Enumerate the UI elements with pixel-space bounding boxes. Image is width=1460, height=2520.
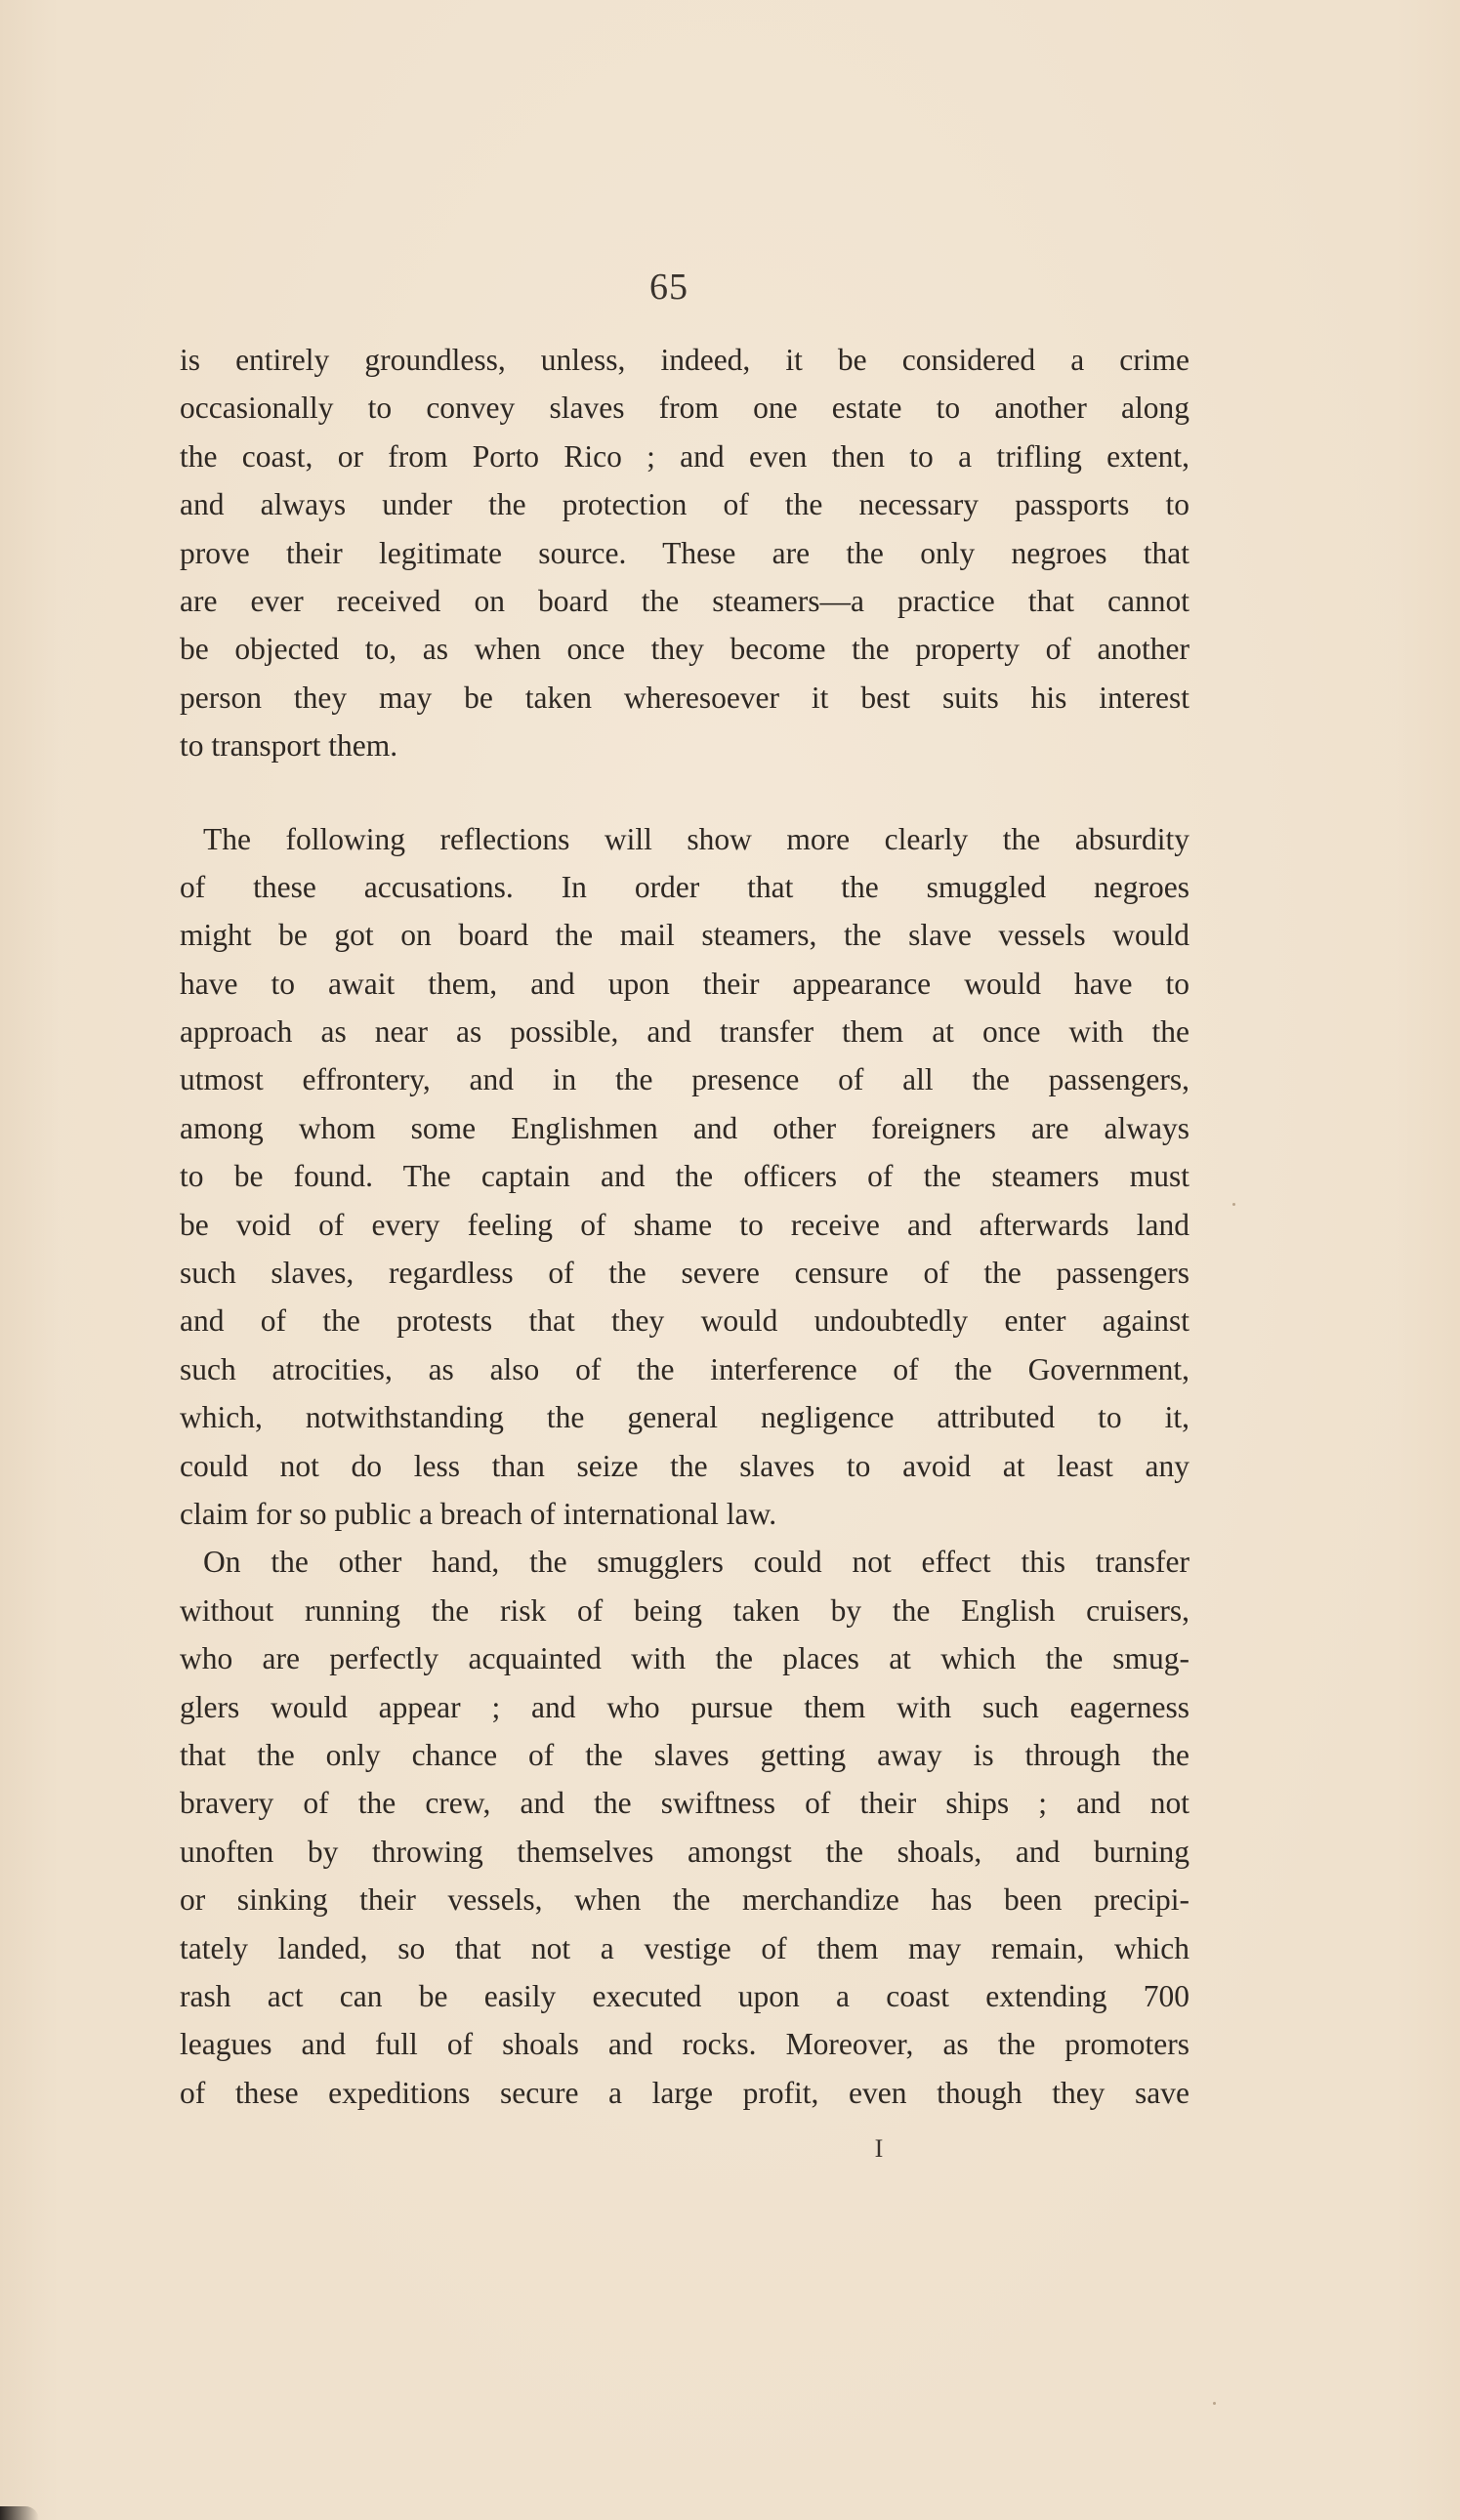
text-line: approach as near as possible, and transfer them at once with the — [180, 1014, 1189, 1050]
text-line: claim for so public a breach of international law. — [180, 1496, 777, 1531]
text-line: who are perfectly acquainted with the places at which the smug- — [180, 1641, 1189, 1676]
text-line: glers would appear ; and who pursue them with such eagerness — [180, 1689, 1189, 1724]
text-line: or sinking their vessels, when the merchandize has been precipi- — [180, 1882, 1189, 1918]
text-line: occasionally to convey slaves from one estate to another along — [180, 391, 1189, 426]
paragraph-2 — [180, 815, 1189, 1539]
text-line: to be found. The captain and the officers of the steamers must — [180, 1159, 1189, 1194]
text-line: prove their legitimate source. These are the only negroes that — [180, 535, 1189, 570]
text-line: could not do less than seize the slaves to avoid at least any — [180, 1448, 1189, 1483]
text-line: and of the protests that they would undoubtedly enter against — [180, 1303, 1189, 1339]
text-line: the coast, or from Porto Rico ; and even then to a trifling extent, — [180, 438, 1189, 474]
text-line: unoften by throwing themselves amongst the shoals, and burning — [180, 1834, 1189, 1869]
text-line: tately landed, so that not a vestige of them may remain, which — [180, 1930, 1189, 1965]
text-line: utmost effrontery, and in the presence of all the passengers, — [180, 1062, 1189, 1097]
text-line: person they may be taken wheresoever it best suits his interest — [180, 680, 1189, 715]
paragraph-3 — [180, 1538, 1189, 2117]
text-line: of these expeditions secure a large profit, even though they save — [180, 2075, 1189, 2110]
text-line: bravery of the crew, and the swiftness of their ships ; and not — [180, 1786, 1189, 1821]
text-line: which, notwithstanding the general negligence attributed to it, — [180, 1400, 1189, 1435]
text-line: rash act can be easily executed upon a coast extending 700 — [180, 1978, 1189, 2013]
paper-speck — [1232, 1203, 1235, 1206]
text-line: are ever received on board the steamers—a practice that cannot — [180, 583, 1189, 618]
text-line: be void of every feeling of shame to receive and afterwards land — [180, 1207, 1189, 1242]
text-line: is entirely groundless, unless, indeed, it be considered a crime — [180, 343, 1189, 377]
page-corner-shadow — [0, 2506, 39, 2520]
text-line: The following reflections will show more clearly the absurdity — [203, 821, 1189, 856]
page-number: 65 — [649, 267, 688, 308]
paragraph-1 — [180, 336, 1189, 770]
text-line: be objected to, as when once they become the property of another — [180, 632, 1189, 667]
text-line: of these accusations. In order that the smuggled negroes — [180, 869, 1189, 904]
text-line: On the other hand, the smugglers could not effect this transfer — [203, 1545, 1189, 1580]
text-line: and always under the protection of the necessary passports to — [180, 487, 1189, 522]
paper-speck — [1213, 2402, 1216, 2405]
signature-mark: I — [874, 2134, 884, 2163]
text-line: that the only chance of the slaves getting away is through the — [180, 1737, 1189, 1772]
text-line: among whom some Englishmen and other foreigners are always — [180, 1110, 1189, 1145]
body-text — [180, 336, 1189, 2117]
text-line: to transport them. — [180, 728, 398, 764]
text-line: leagues and full of shoals and rocks. Moreover, as the promoters — [180, 2027, 1189, 2062]
text-line: such slaves, regardless of the severe censure of the passengers — [180, 1256, 1189, 1291]
paragraph-spacer — [180, 770, 1189, 815]
text-line: without running the risk of being taken by the English cruisers, — [180, 1592, 1189, 1628]
text-line: might be got on board the mail steamers, the slave vessels would — [180, 918, 1189, 953]
text-line: have to await them, and upon their appearance would have to — [180, 966, 1189, 1001]
text-line: such atrocities, as also of the interference of the Government, — [180, 1351, 1189, 1386]
